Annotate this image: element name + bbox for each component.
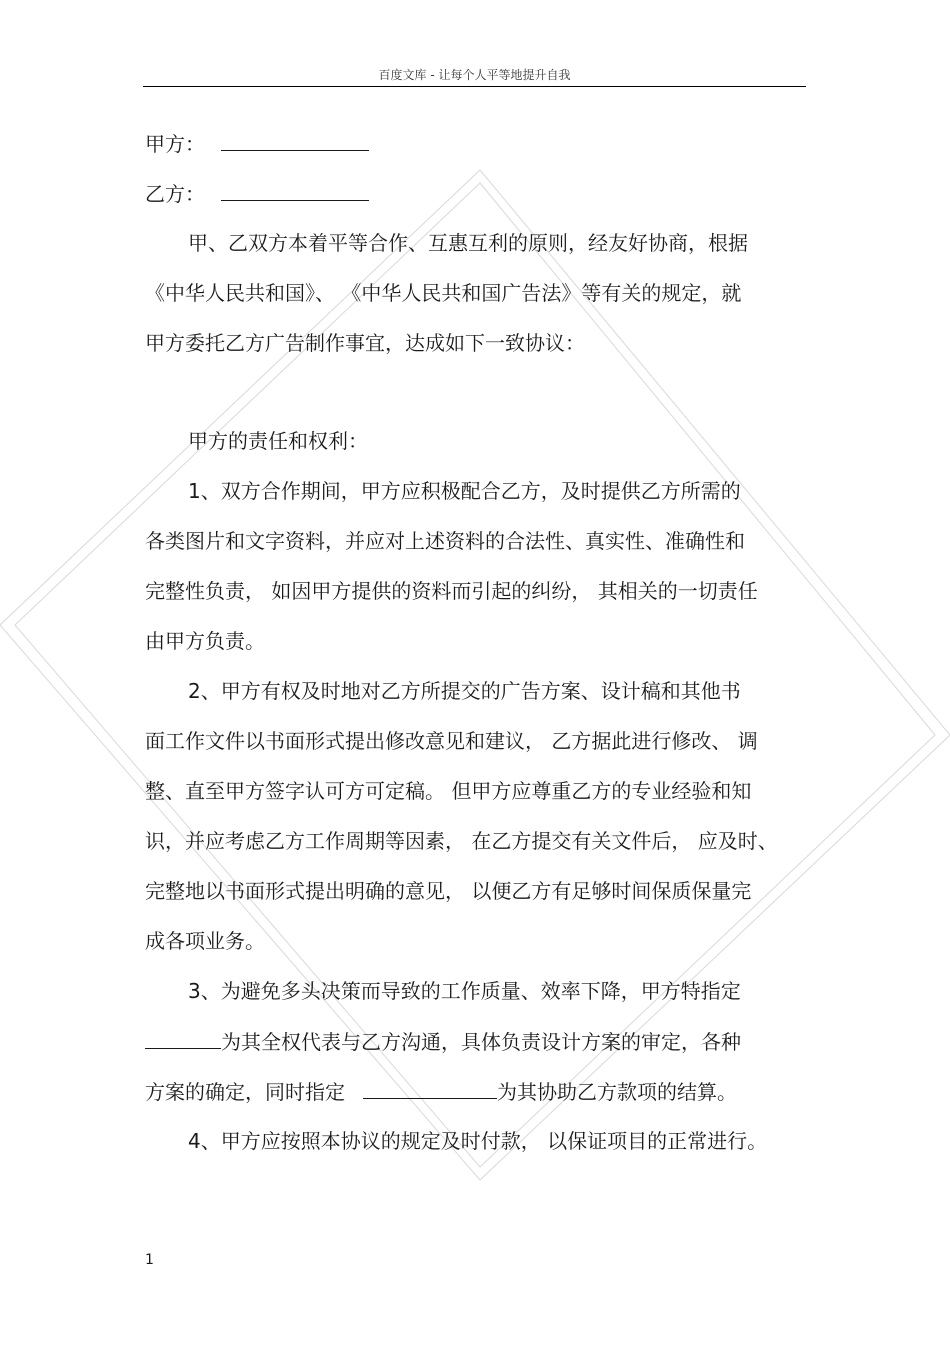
header-rule [143,86,806,87]
clause-3-text: 为其全权代表与乙方沟通，具体负责设计方案的审定，各种 [221,1030,741,1054]
representative-blank [145,1028,221,1049]
clause-2-line: 识，并应考虑乙方工作周期等因素， 在乙方提交有关文件后， 应及时、 [145,829,778,853]
settlement-contact-blank [363,1078,497,1099]
party-a-label: 甲方： [145,132,205,156]
intro-line: 甲方委托乙方广告制作事宜，达成如下一致协议： [145,331,585,355]
intro-line: 甲、乙双方本着平等合作、互惠互利的原则，经友好协商，根据 [188,231,748,255]
clause-2-line: 成各项业务。 [145,929,265,953]
party-b-label: 乙方： [145,182,205,206]
clause-2-line: 整、直至甲方签字认可方可定稿。 但甲方应尊重乙方的专业经验和知 [145,779,752,803]
party-a-blank [221,130,369,151]
page-header: 百度文库 - 让每个人平等地提升自我 [378,68,571,82]
intro-line: 《中华人民共和国》、 《中华人民共和国广告法》等有关的规定，就 [145,281,742,305]
party-b-blank [221,180,369,201]
clause-2-line: 完整地以书面形式提出明确的意见， 以便乙方有足够时间保质保量完 [145,879,752,903]
clause-3-text: 为其协助乙方款项的结算。 [497,1080,737,1104]
clause-3-line: 3、为避免多头决策而导致的工作质量、效率下降，甲方特指定 [188,979,741,1003]
clause-1-line: 完整性负责， 如因甲方提供的资料而引起的纠纷， 其相关的一切责任 [145,579,758,603]
party-a-line [145,130,369,157]
clause-1-line: 由甲方负责。 [145,629,265,653]
clause-1-line: 各类图片和文字资料，并应对上述资料的合法性、真实性、准确性和 [145,529,745,553]
page-number: 1 [145,1252,154,1268]
clause-3-line [145,1078,737,1105]
clause-3-line [145,1028,741,1055]
party-b-line [145,180,369,207]
clause-1-line: 1、双方合作期间，甲方应积极配合乙方，及时提供乙方所需的 [188,479,741,503]
section-title: 甲方的责任和权利： [188,429,368,453]
clause-2-line: 面工作文件以书面形式提出修改意见和建议， 乙方据此进行修改、 调 [145,729,758,753]
clause-2-line: 2、甲方有权及时地对乙方所提交的广告方案、设计稿和其他书 [188,679,741,703]
clause-4-line: 4、甲方应按照本协议的规定及时付款， 以保证项目的正常进行。 [188,1129,768,1153]
clause-3-text: 方案的确定，同时指定 [145,1080,345,1104]
